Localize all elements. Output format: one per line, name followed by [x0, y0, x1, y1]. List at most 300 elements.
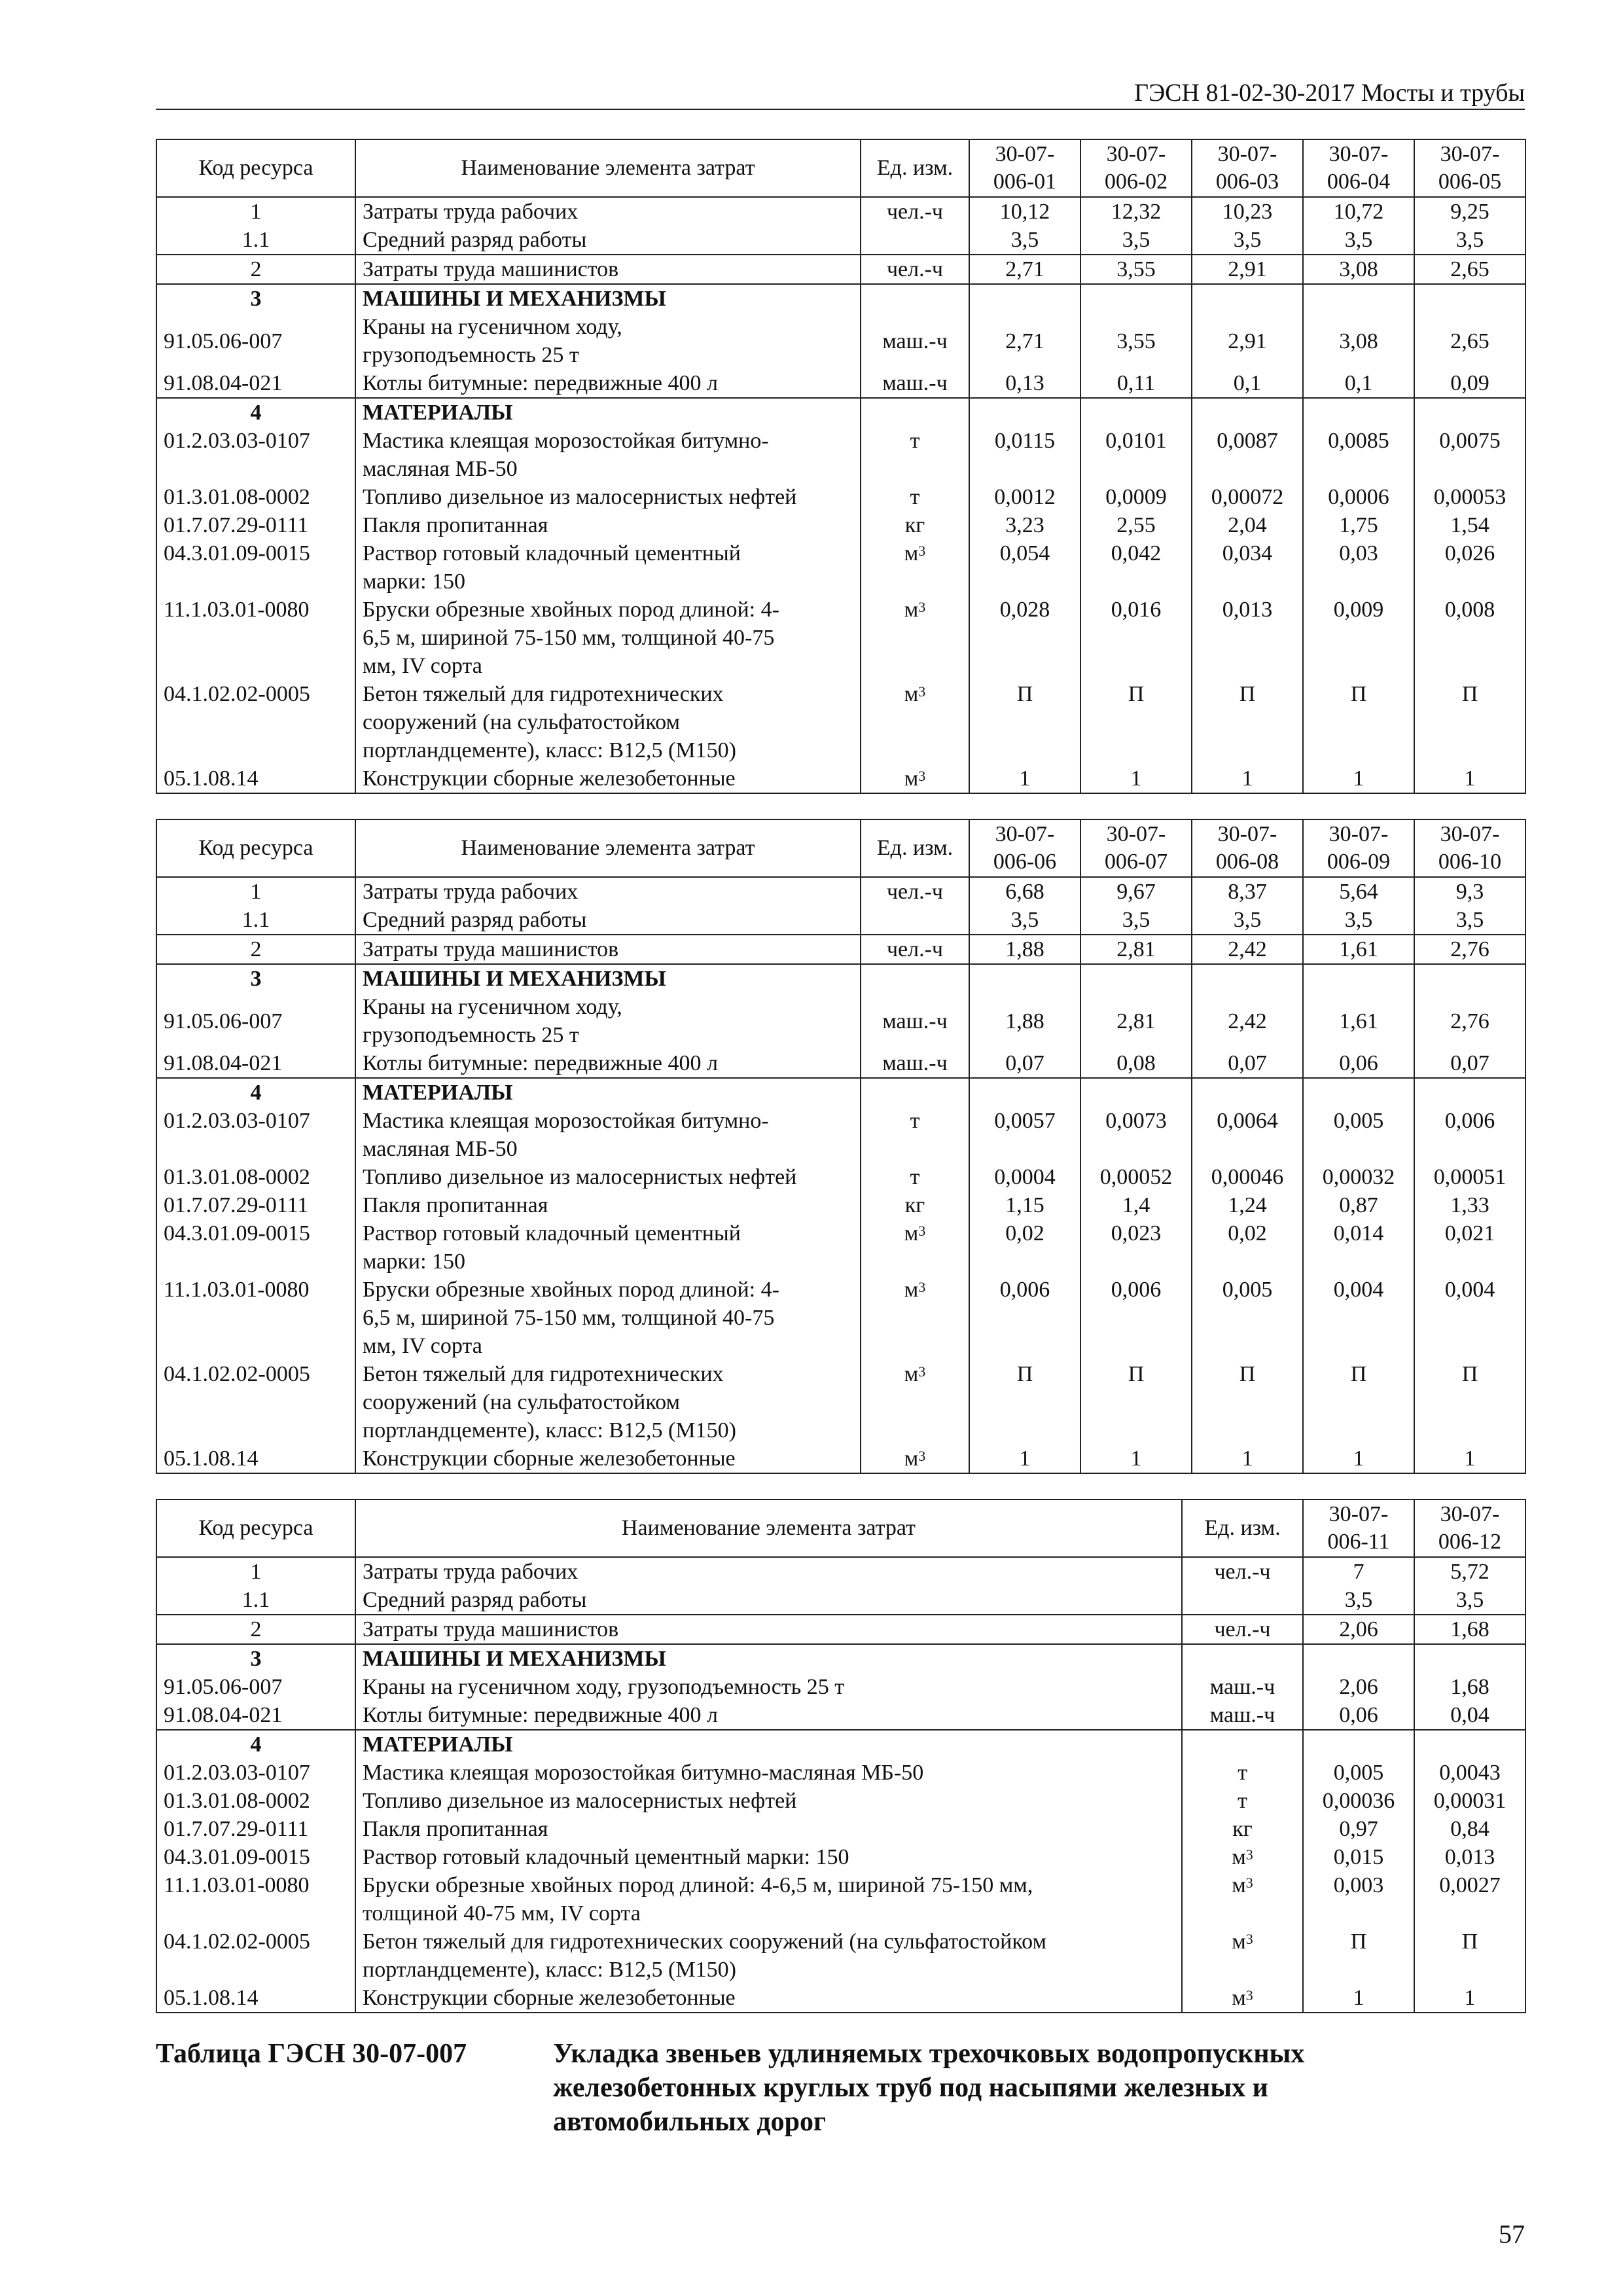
- value-cell: [1303, 398, 1414, 427]
- resource-name: Краны на гусеничном ходу, грузоподъемность 25 т: [355, 993, 861, 1049]
- resource-name: Бруски обрезные хвойных пород длиной: 4-6,5 м, шириной 75-150 мм, толщиной 40-75 мм, IV сорта: [355, 1871, 1182, 1928]
- value-cell: 2,06: [1303, 1615, 1414, 1644]
- resource-unit: $м^3$: [861, 539, 969, 596]
- value-cell: [969, 284, 1080, 313]
- resource-code: 1: [156, 1557, 355, 1586]
- resource-code: 1.1: [156, 1586, 355, 1615]
- resource-code: 04.3.01.09-0015: [156, 1219, 355, 1276]
- header-column-4: 30-07- 006-04: [1303, 139, 1414, 197]
- resource-code: 1.1: [156, 906, 355, 935]
- resource-name: Котлы битумные: передвижные 400 л: [355, 1701, 1182, 1730]
- value-cell: 0,02: [969, 1219, 1080, 1276]
- value-cell: 0,00032: [1303, 1163, 1414, 1191]
- value-cell: 3,5: [1192, 226, 1303, 255]
- resource-code: 2: [156, 1615, 355, 1644]
- value-cell: 0,0006: [1303, 483, 1414, 511]
- value-cell: П: [969, 1360, 1080, 1444]
- value-cell: 0,08: [1080, 1049, 1192, 1078]
- value-cell: 0,0009: [1080, 483, 1192, 511]
- table-row: [156, 1843, 1525, 1871]
- resource-code: 1.1: [156, 226, 355, 255]
- header-name: Наименование элемента затрат: [355, 139, 861, 197]
- value-cell: 3,5: [969, 226, 1080, 255]
- value-cell: [1303, 1078, 1414, 1107]
- resource-unit: чел.-ч: [861, 935, 969, 964]
- value-cell: 0,0073: [1080, 1107, 1192, 1163]
- value-cell: П: [1080, 1360, 1192, 1444]
- table-row: [156, 226, 1525, 255]
- value-cell: 0,00052: [1080, 1163, 1192, 1191]
- header-column-5: 30-07- 006-05: [1414, 139, 1525, 197]
- resource-unit: чел.-ч: [861, 255, 969, 284]
- value-cell: [1192, 964, 1303, 993]
- value-cell: 0,84: [1414, 1815, 1525, 1843]
- resource-unit: [861, 226, 969, 255]
- value-cell: 10,72: [1303, 197, 1414, 226]
- resource-name: Котлы битумные: передвижные 400 л: [355, 1049, 861, 1078]
- value-cell: 0,0075: [1414, 427, 1525, 483]
- header-column-5: 30-07- 006-10: [1414, 819, 1525, 877]
- resource-unit: кг: [861, 511, 969, 539]
- value-cell: 1: [1414, 764, 1525, 793]
- resource-unit: маш.-ч: [861, 1049, 969, 1078]
- table-row: [156, 964, 1525, 993]
- header-column-2: 30-07- 006-12: [1414, 1499, 1525, 1557]
- resource-unit: маш.-ч: [1182, 1701, 1303, 1730]
- table-row: [156, 1701, 1525, 1730]
- value-cell: [1192, 1078, 1303, 1107]
- header-unit: Ед. изм.: [861, 139, 969, 197]
- resource-code: 01.2.03.03-0107: [156, 427, 355, 483]
- table-row: [156, 935, 1525, 964]
- header-code: Код ресурса: [156, 819, 355, 877]
- resource-code: 01.2.03.03-0107: [156, 1107, 355, 1163]
- resource-unit: $м^3$: [1182, 1984, 1303, 2013]
- value-cell: 2,81: [1080, 935, 1192, 964]
- resource-name: Затраты труда рабочих: [355, 1557, 1182, 1586]
- header-column-1: 30-07- 006-11: [1303, 1499, 1414, 1557]
- value-cell: 1,54: [1414, 511, 1525, 539]
- value-cell: 1,61: [1303, 993, 1414, 1049]
- value-cell: 1: [1414, 1984, 1525, 2013]
- resource-name: Конструкции сборные железобетонные: [355, 764, 861, 793]
- value-cell: П: [969, 680, 1080, 764]
- value-cell: 0,006: [969, 1276, 1080, 1360]
- value-cell: 3,5: [1080, 906, 1192, 935]
- resource-name: МАШИНЫ И МЕХАНИЗМЫ: [355, 284, 861, 313]
- value-cell: 3,55: [1080, 313, 1192, 369]
- value-cell: 3,08: [1303, 313, 1414, 369]
- value-cell: 0,005: [1303, 1759, 1414, 1787]
- resource-name: Конструкции сборные железобетонные: [355, 1984, 1182, 2013]
- resource-unit: чел.-ч: [1182, 1557, 1303, 1586]
- resource-code: 01.7.07.29-0111: [156, 1191, 355, 1219]
- table-row: [156, 483, 1525, 511]
- value-cell: [1414, 964, 1525, 993]
- value-cell: П: [1192, 680, 1303, 764]
- value-cell: 0,00051: [1414, 1163, 1525, 1191]
- resource-name: Пакля пропитанная: [355, 511, 861, 539]
- resource-unit: маш.-ч: [861, 313, 969, 369]
- resource-unit: маш.-ч: [861, 993, 969, 1049]
- table-row: [156, 1673, 1525, 1701]
- table-row: [156, 539, 1525, 596]
- resource-name: МАШИНЫ И МЕХАНИЗМЫ: [355, 964, 861, 993]
- resource-code: 04.1.02.02-0005: [156, 1928, 355, 1984]
- value-cell: 0,015: [1303, 1843, 1414, 1871]
- value-cell: 3,5: [1080, 226, 1192, 255]
- value-cell: 2,76: [1414, 993, 1525, 1049]
- resource-unit: $м^3$: [861, 1276, 969, 1360]
- value-cell: 0,00046: [1192, 1163, 1303, 1191]
- table-row: [156, 1107, 1525, 1163]
- value-cell: 0,009: [1303, 596, 1414, 680]
- value-cell: 1: [969, 764, 1080, 793]
- value-cell: 2,42: [1192, 935, 1303, 964]
- resource-code: 91.08.04-021: [156, 369, 355, 398]
- resource-unit: [1182, 1586, 1303, 1615]
- value-cell: 2,81: [1080, 993, 1192, 1049]
- table-row: [156, 1586, 1525, 1615]
- header-column-1: 30-07- 006-01: [969, 139, 1080, 197]
- value-cell: 3,5: [1414, 906, 1525, 935]
- resource-name: МАТЕРИАЛЫ: [355, 1730, 1182, 1759]
- resource-unit: [1182, 1644, 1303, 1673]
- value-cell: П: [1303, 680, 1414, 764]
- resource-unit: т: [861, 483, 969, 511]
- value-cell: 0,0101: [1080, 427, 1192, 483]
- value-cell: 0,016: [1080, 596, 1192, 680]
- value-cell: 2,65: [1414, 313, 1525, 369]
- value-cell: 1: [1303, 1984, 1414, 2013]
- value-cell: [1414, 1644, 1525, 1673]
- resource-code: 3: [156, 284, 355, 313]
- value-cell: 0,004: [1303, 1276, 1414, 1360]
- resource-unit: [861, 906, 969, 935]
- table-row: [156, 255, 1525, 284]
- table-row: [156, 284, 1525, 313]
- value-cell: 0,06: [1303, 1701, 1414, 1730]
- value-cell: 0,13: [969, 369, 1080, 398]
- value-cell: 0,054: [969, 539, 1080, 596]
- value-cell: 0,023: [1080, 1219, 1192, 1276]
- table-row: [156, 1759, 1525, 1787]
- resource-name: Мастика клеящая морозостойкая битумно-масляная МБ-50: [355, 1759, 1182, 1787]
- value-cell: 2,91: [1192, 255, 1303, 284]
- value-cell: 0,0057: [969, 1107, 1080, 1163]
- value-cell: 1,15: [969, 1191, 1080, 1219]
- value-cell: 0,0115: [969, 427, 1080, 483]
- value-cell: 1: [1080, 1444, 1192, 1473]
- resource-code: 04.3.01.09-0015: [156, 539, 355, 596]
- value-cell: 1: [1192, 1444, 1303, 1473]
- value-cell: [969, 1078, 1080, 1107]
- value-cell: 0,0085: [1303, 427, 1414, 483]
- resource-unit: маш.-ч: [861, 369, 969, 398]
- value-cell: [1080, 1078, 1192, 1107]
- table-row: [156, 906, 1525, 935]
- header-column-2: 30-07- 006-07: [1080, 819, 1192, 877]
- header-code: Код ресурса: [156, 139, 355, 197]
- resource-code: 1: [156, 197, 355, 226]
- table-row: [156, 764, 1525, 793]
- value-cell: П: [1303, 1360, 1414, 1444]
- header-name: Наименование элемента затрат: [355, 819, 861, 877]
- resource-unit: т: [861, 1107, 969, 1163]
- resource-code: 91.08.04-021: [156, 1049, 355, 1078]
- value-cell: 2,91: [1192, 313, 1303, 369]
- table-row: [156, 1276, 1525, 1360]
- resource-code: 91.05.06-007: [156, 993, 355, 1049]
- value-cell: 1,88: [969, 935, 1080, 964]
- table-row: [156, 1444, 1525, 1473]
- header-column-1: 30-07- 006-06: [969, 819, 1080, 877]
- resource-table-3: [156, 1499, 1526, 2013]
- resource-name: МАТЕРИАЛЫ: [355, 398, 861, 427]
- resource-unit: маш.-ч: [1182, 1673, 1303, 1701]
- value-cell: 0,021: [1414, 1219, 1525, 1276]
- value-cell: 1,75: [1303, 511, 1414, 539]
- value-cell: 0,1: [1192, 369, 1303, 398]
- table-row: [156, 1557, 1525, 1586]
- resource-name: Бетон тяжелый для гидротехнических сооружений (на сульфатостойком портландцементе), класс: В12,5 (М150): [355, 1360, 861, 1444]
- value-cell: 12,32: [1080, 197, 1192, 226]
- resource-code: 4: [156, 1078, 355, 1107]
- table-row: [156, 427, 1525, 483]
- value-cell: 2,65: [1414, 255, 1525, 284]
- value-cell: 1: [969, 1444, 1080, 1473]
- resource-name: Краны на гусеничном ходу, грузоподъемность 25 т: [355, 1673, 1182, 1701]
- header-unit: Ед. изм.: [1182, 1499, 1303, 1557]
- value-cell: 2,76: [1414, 935, 1525, 964]
- table-row: [156, 1644, 1525, 1673]
- resource-name: Пакля пропитанная: [355, 1815, 1182, 1843]
- resource-name: Топливо дизельное из малосернистых нефтей: [355, 483, 861, 511]
- resource-code: 91.05.06-007: [156, 313, 355, 369]
- value-cell: 0,0004: [969, 1163, 1080, 1191]
- table-row: [156, 1163, 1525, 1191]
- resource-name: Раствор готовый кладочный цементный марки: 150: [355, 1219, 861, 1276]
- value-cell: [969, 964, 1080, 993]
- value-cell: 0,02: [1192, 1219, 1303, 1276]
- value-cell: 1,68: [1414, 1673, 1525, 1701]
- value-cell: [1192, 284, 1303, 313]
- value-cell: П: [1414, 1360, 1525, 1444]
- resource-code: 11.1.03.01-0080: [156, 1871, 355, 1928]
- value-cell: [1192, 398, 1303, 427]
- resource-unit: т: [1182, 1787, 1303, 1815]
- resource-code: 2: [156, 255, 355, 284]
- value-cell: П: [1303, 1928, 1414, 1984]
- value-cell: 0,03: [1303, 539, 1414, 596]
- resource-name: Бруски обрезные хвойных пород длиной: 4- 6,5 м, шириной 75-150 мм, толщиной 40-75 мм, IV сорта: [355, 596, 861, 680]
- resource-name: Затраты труда машинистов: [355, 935, 861, 964]
- header-code: Код ресурса: [156, 1499, 355, 1557]
- value-cell: 0,005: [1192, 1276, 1303, 1360]
- value-cell: 10,12: [969, 197, 1080, 226]
- value-cell: 0,004: [1414, 1276, 1525, 1360]
- resource-name: Средний разряд работы: [355, 226, 861, 255]
- value-cell: 3,08: [1303, 255, 1414, 284]
- table-row: [156, 197, 1525, 226]
- resource-code: 2: [156, 935, 355, 964]
- resource-unit: $м^3$: [861, 1219, 969, 1276]
- resource-name: Раствор готовый кладочный цементный марки: 150: [355, 1843, 1182, 1871]
- value-cell: 0,06: [1303, 1049, 1414, 1078]
- value-cell: 0,042: [1080, 539, 1192, 596]
- value-cell: 8,37: [1192, 877, 1303, 906]
- value-cell: 0,1: [1303, 369, 1414, 398]
- value-cell: 3,5: [1303, 1586, 1414, 1615]
- value-cell: 1,88: [969, 993, 1080, 1049]
- table-row: [156, 369, 1525, 398]
- value-cell: 0,0027: [1414, 1871, 1525, 1928]
- value-cell: 0,013: [1414, 1843, 1525, 1871]
- value-cell: [1080, 398, 1192, 427]
- value-cell: 2,04: [1192, 511, 1303, 539]
- value-cell: [1303, 964, 1414, 993]
- value-cell: 1: [1080, 764, 1192, 793]
- value-cell: 10,23: [1192, 197, 1303, 226]
- value-cell: 0,00053: [1414, 483, 1525, 511]
- table-row: [156, 1730, 1525, 1759]
- resource-unit: $м^3$: [1182, 1928, 1303, 1984]
- value-cell: 0,00036: [1303, 1787, 1414, 1815]
- resource-name: МАТЕРИАЛЫ: [355, 1078, 861, 1107]
- value-cell: 5,72: [1414, 1557, 1525, 1586]
- table-row: [156, 1984, 1525, 2013]
- value-cell: 0,005: [1303, 1107, 1414, 1163]
- value-cell: 3,55: [1080, 255, 1192, 284]
- resource-code: 05.1.08.14: [156, 1984, 355, 2013]
- resource-code: 11.1.03.01-0080: [156, 596, 355, 680]
- resource-code: 3: [156, 964, 355, 993]
- header-column-4: 30-07- 006-09: [1303, 819, 1414, 877]
- table-row: [156, 877, 1525, 906]
- resource-unit: $м^3$: [1182, 1871, 1303, 1928]
- table-row: [156, 993, 1525, 1049]
- resource-code: 01.3.01.08-0002: [156, 1787, 355, 1815]
- table-row: [156, 680, 1525, 764]
- resource-table-1: [156, 139, 1526, 794]
- resource-unit: [861, 398, 969, 427]
- value-cell: 1,24: [1192, 1191, 1303, 1219]
- header-column-3: 30-07- 006-08: [1192, 819, 1303, 877]
- value-cell: 0,013: [1192, 596, 1303, 680]
- table-row: [156, 1049, 1525, 1078]
- table-row: [156, 398, 1525, 427]
- resource-name: Затраты труда рабочих: [355, 877, 861, 906]
- value-cell: 0,014: [1303, 1219, 1414, 1276]
- resource-name: Котлы битумные: передвижные 400 л: [355, 369, 861, 398]
- value-cell: [1303, 284, 1414, 313]
- value-cell: 0,0043: [1414, 1759, 1525, 1787]
- resource-unit: $м^3$: [1182, 1843, 1303, 1871]
- header-column-3: 30-07- 006-03: [1192, 139, 1303, 197]
- value-cell: 1,4: [1080, 1191, 1192, 1219]
- resource-unit: $м^3$: [861, 1444, 969, 1473]
- document-title: ГЭСН 81-02-30-2017 Мосты и трубы: [1134, 79, 1525, 107]
- page-header: [156, 72, 1525, 110]
- header-name: Наименование элемента затрат: [355, 1499, 1182, 1557]
- value-cell: 2,71: [969, 255, 1080, 284]
- resource-name: МАШИНЫ И МЕХАНИЗМЫ: [355, 1644, 1182, 1673]
- resource-name: Затраты труда машинистов: [355, 255, 861, 284]
- resource-code: 01.2.03.03-0107: [156, 1759, 355, 1787]
- value-cell: 3,5: [1303, 226, 1414, 255]
- value-cell: 1,68: [1414, 1615, 1525, 1644]
- resource-name: Краны на гусеничном ходу, грузоподъемность 25 т: [355, 313, 861, 369]
- resource-unit: кг: [861, 1191, 969, 1219]
- value-cell: 3,23: [969, 511, 1080, 539]
- table-row: [156, 1615, 1525, 1644]
- table-row: [156, 1078, 1525, 1107]
- resource-unit: [861, 284, 969, 313]
- value-cell: 1: [1303, 1444, 1414, 1473]
- value-cell: 0,00072: [1192, 483, 1303, 511]
- header-unit: Ед. изм.: [861, 819, 969, 877]
- value-cell: 3,5: [1414, 226, 1525, 255]
- value-cell: 0,008: [1414, 596, 1525, 680]
- resource-code: 01.3.01.08-0002: [156, 483, 355, 511]
- value-cell: 3,5: [1192, 906, 1303, 935]
- resource-name: Пакля пропитанная: [355, 1191, 861, 1219]
- table-row: [156, 313, 1525, 369]
- resource-code: 04.1.02.02-0005: [156, 1360, 355, 1444]
- value-cell: [1414, 1730, 1525, 1759]
- resource-code: 01.3.01.08-0002: [156, 1163, 355, 1191]
- resource-unit: [861, 964, 969, 993]
- resource-unit: чел.-ч: [861, 197, 969, 226]
- resource-unit: [861, 1078, 969, 1107]
- resource-name: Конструкции сборные железобетонные: [355, 1444, 861, 1473]
- resource-name: Бруски обрезные хвойных пород длиной: 4- 6,5 м, шириной 75-150 мм, толщиной 40-75 мм, IV сорта: [355, 1276, 861, 1360]
- value-cell: 0,07: [1192, 1049, 1303, 1078]
- resource-name: Затраты труда рабочих: [355, 197, 861, 226]
- table-row: [156, 1191, 1525, 1219]
- resource-name: Средний разряд работы: [355, 1586, 1182, 1615]
- resource-unit: чел.-ч: [1182, 1615, 1303, 1644]
- resource-code: 01.7.07.29-0111: [156, 511, 355, 539]
- caption-title: Укладка звеньев удлиняемых трехочковых водопропускных железобетонных круглых труб под насыпями железных и автомобильных дорог: [553, 2039, 1305, 2137]
- resource-code: 05.1.08.14: [156, 764, 355, 793]
- value-cell: [969, 398, 1080, 427]
- value-cell: П: [1080, 680, 1192, 764]
- value-cell: 0,034: [1192, 539, 1303, 596]
- resource-table-2: [156, 819, 1526, 1474]
- resource-code: 3: [156, 1644, 355, 1673]
- resource-code: 01.7.07.29-0111: [156, 1815, 355, 1843]
- caption-label: Таблица ГЭСН 30-07-007: [156, 2039, 467, 2069]
- value-cell: 3,5: [969, 906, 1080, 935]
- value-cell: [1303, 1730, 1414, 1759]
- resource-unit: [1182, 1730, 1303, 1759]
- resource-name: Раствор готовый кладочный цементный марки: 150: [355, 539, 861, 596]
- value-cell: 0,07: [969, 1049, 1080, 1078]
- value-cell: 1: [1303, 764, 1414, 793]
- value-cell: 1: [1192, 764, 1303, 793]
- resource-name: Топливо дизельное из малосернистых нефтей: [355, 1787, 1182, 1815]
- value-cell: 6,68: [969, 877, 1080, 906]
- value-cell: 3,5: [1303, 906, 1414, 935]
- resource-code: 4: [156, 398, 355, 427]
- value-cell: 0,003: [1303, 1871, 1414, 1928]
- value-cell: 9,67: [1080, 877, 1192, 906]
- value-cell: 2,42: [1192, 993, 1303, 1049]
- resource-unit: т: [1182, 1759, 1303, 1787]
- table-row: [156, 511, 1525, 539]
- value-cell: 0,0064: [1192, 1107, 1303, 1163]
